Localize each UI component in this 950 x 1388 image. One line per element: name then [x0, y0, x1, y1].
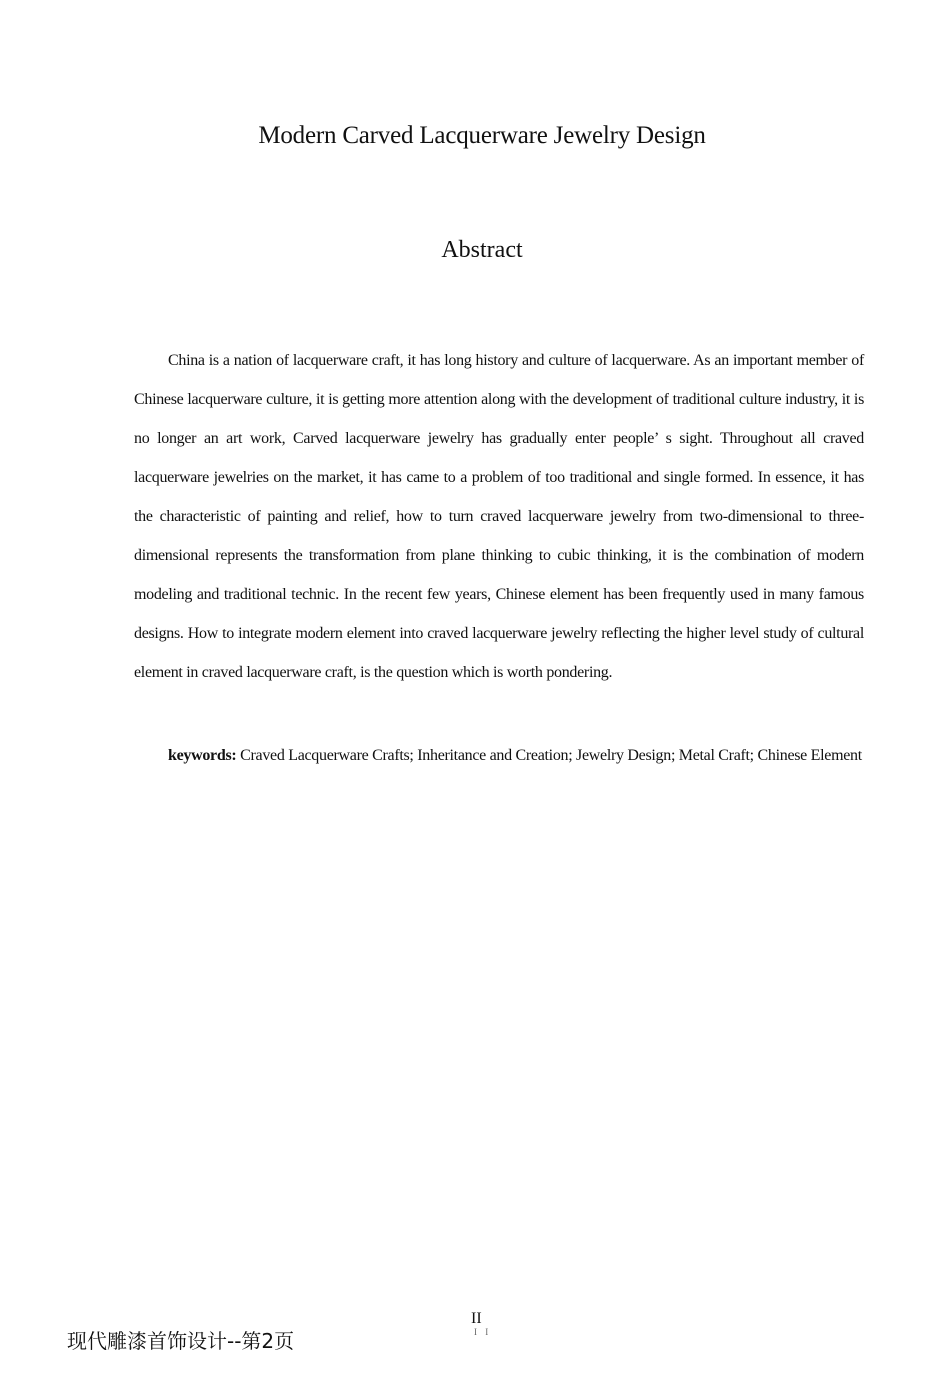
page-number: II — [471, 1310, 482, 1327]
keywords-label: keywords: — [168, 747, 237, 764]
keywords-paragraph — [134, 737, 864, 774]
abstract-heading: Abstract — [441, 237, 523, 263]
keywords-text: Craved Lacquerware Crafts; Inheritance and Creation; Jewelry Design; Metal Craft; Chinese Element — [236, 747, 862, 764]
document-title: Modern Carved Lacquerware Jewelry Design — [258, 122, 706, 149]
footer-caption: 现代雕漆首饰设计--第2页 — [67, 1329, 295, 1353]
page-number-small: I I — [474, 1327, 492, 1337]
abstract-body: China is a nation of lacquerware craft, it has long history and culture of lacquerware. As an important member of Chinese lacquerware culture, it is getting more attention along with the development of traditional culture industry, it is no longer an art work, Carved lacquerware jewelry has gradually enter people’ s sight. Throughout all craved lacquerware jewelries on the market, it has came to a problem of too traditional and single formed. In essence, it has the characteristic of painting and relief, how to turn craved lacquerware jewelry from two-dimensional to three-dimensional represents the transformation from plane thinking to cubic thinking, it is the combination of modern modeling and traditional technic. In the recent few years, Chinese element has been frequently used in many famous designs. How to integrate modern element into craved lacquerware jewelry reflecting the higher level study of cultural element in craved lacquerware craft, is the question which is worth pondering. — [134, 352, 864, 681]
